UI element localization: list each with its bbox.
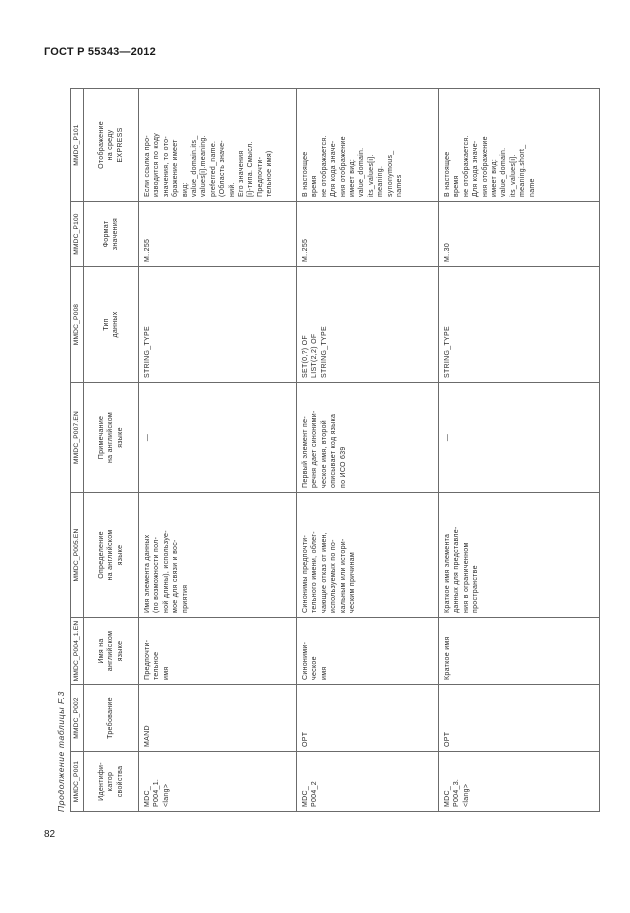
table-cell: SET(0,?) OF LIST(2,2) OF STRING_TYPE: [297, 267, 439, 383]
column-codes-row: [71, 89, 84, 812]
table-cell: MAND: [139, 685, 297, 752]
table-caption: Продолжение таблицы F.3: [56, 690, 66, 812]
table-cell: M..255: [297, 202, 439, 267]
column-header: Определение на английском языке: [84, 493, 139, 618]
table-cell: MDC_ P004_3. <lang>: [439, 752, 600, 812]
table-cell: Краткое имя элемента данных для представле- ния в ограниченном пространстве: [439, 493, 600, 618]
table-cell: MDC_ P004_2: [297, 752, 439, 812]
column-code: MMDC_P004_1.EN: [71, 618, 84, 685]
table-cell: Синоними- ческое имя: [297, 618, 439, 685]
table-cell: Синонимы предпочти- тельного имени, облег- чающие отказ от имен, используемых по по- кальным или истори- ческим причинам: [297, 493, 439, 618]
table-cell: OPT: [439, 685, 600, 752]
column-header: Примечание на английском языке: [84, 383, 139, 493]
column-names-row: [84, 89, 139, 812]
column-header: Формат значения: [84, 202, 139, 267]
column-code: MMDC_P001: [71, 752, 84, 812]
table-cell: Первый элемент пе- речня дает синоними- ческое имя, второй описывает код языка по ИСО 639: [297, 383, 439, 493]
table-cell: Если ссылка про- изводится по коду значения, то ото- бражение имеет вид: value_domain.its_ values[i].meaning. preferred_name. (Область значе- ний. Его значения [i]-типа. Смысл. Предпочти- тельное имя): [139, 89, 297, 202]
column-code: MMDC_P002: [71, 685, 84, 752]
column-header: Идентифи- катор свойства: [84, 752, 139, 812]
column-code: MMDC_P007.EN: [71, 383, 84, 493]
column-code: MMDC_P100: [71, 202, 84, 267]
table-cell: В настоящее время не отображается. Для кода значе- ния отображение имеет вид: value_domain. its_values[i]. meaning.short_ name: [439, 89, 600, 202]
table-cell: Краткое имя: [439, 618, 600, 685]
table-cell: Имя элемента данных (по возможности пол- ной длины), используе- мое для связи и вос- приятия: [139, 493, 297, 618]
table-cell: В настоящее время не отображается. Для кода значе- ния отображение имеет вид: value_domain. its_values[i]. meaning. synonymous_ names: [297, 89, 439, 202]
column-header: Отображение на среду EXPRESS: [84, 89, 139, 202]
column-header: Тип данных: [84, 267, 139, 383]
column-header: Требование: [84, 685, 139, 752]
table-cell: —: [439, 383, 600, 493]
column-code: MMDC_P008: [71, 267, 84, 383]
page-number: 82: [44, 829, 56, 840]
column-code: MMDC_P005.EN: [71, 493, 84, 618]
column-code: MMDC_P101: [71, 89, 84, 202]
table-row: [139, 89, 297, 812]
table-cell: STRING_TYPE: [439, 267, 600, 383]
table-row: [439, 89, 600, 812]
document-title: ГОСТ Р 55343—2012: [44, 46, 156, 58]
table-cell: OPT: [297, 685, 439, 752]
column-header: Имя на английском языке: [84, 618, 139, 685]
properties-table: [70, 88, 600, 812]
table-cell: M..255: [139, 202, 297, 267]
table-cell: Предпочти- тельное имя: [139, 618, 297, 685]
table-row: [297, 89, 439, 812]
table-cell: M..30: [439, 202, 600, 267]
table-cell: MDC_ P004_1. <lang>: [139, 752, 297, 812]
rotated-table-block: [56, 89, 602, 812]
table-cell: —: [139, 383, 297, 493]
table-cell: STRING_TYPE: [139, 267, 297, 383]
